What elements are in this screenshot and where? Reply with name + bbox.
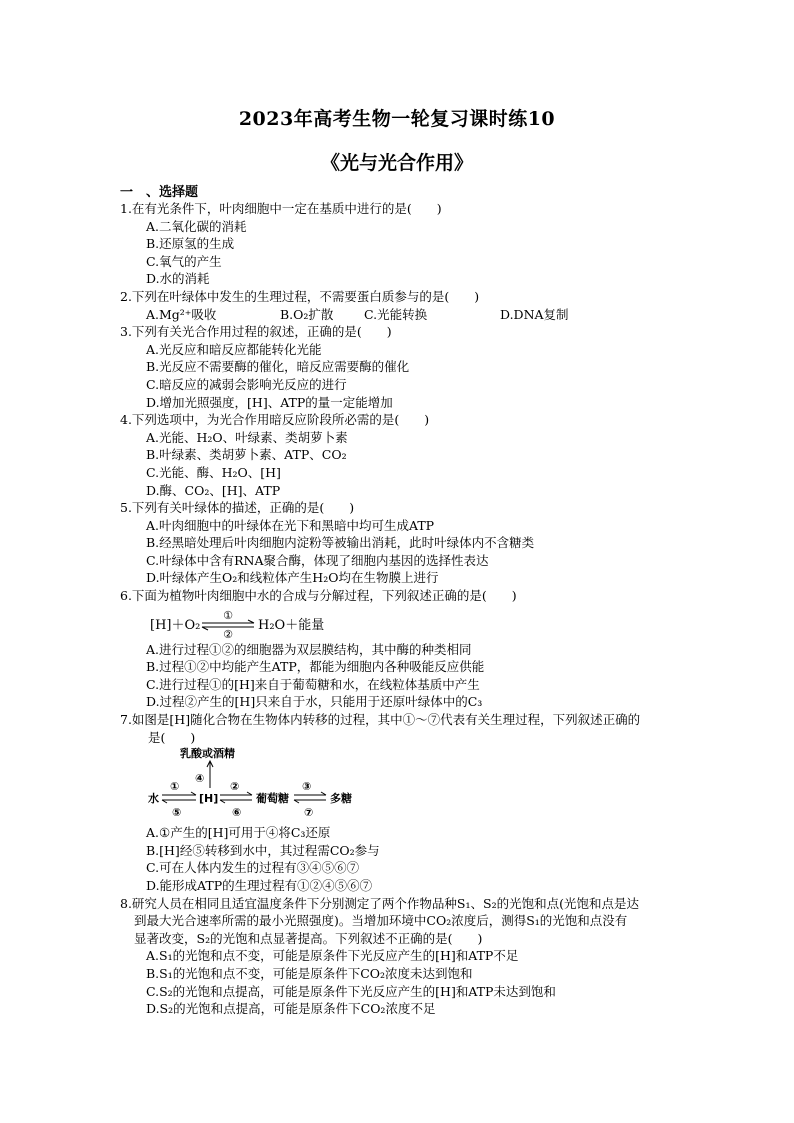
water-label: 水 xyxy=(148,792,159,806)
step-2-label: ② xyxy=(230,780,240,794)
step-5-label: ⑤ xyxy=(172,806,182,820)
step-1-label: ① xyxy=(170,780,180,794)
option-c: C.氧气的产生 xyxy=(146,253,222,269)
option-a: A.S₁的光饱和点不变，可能是原条件下光反应产生的[H]和ATP不足 xyxy=(146,948,519,964)
equation-step-1: ① xyxy=(223,608,233,622)
option-row xyxy=(120,306,720,324)
option-c: C.进行过程①的[H]来自于葡萄糖和水，在线粒体基质中产生 xyxy=(146,676,480,692)
option-d: D.水的消耗 xyxy=(146,271,210,287)
option-b: B.叶绿素、类胡萝卜素、ATP、CO₂ xyxy=(146,447,347,463)
option-d: D.过程②产生的[H]只来自于水，只能用于还原叶绿体中的C₃ xyxy=(146,694,483,710)
option-b: B.经黑暗处理后叶肉细胞内淀粉等被输出消耗，此时叶绿体内不含糖类 xyxy=(146,535,535,551)
step-6-label: ⑥ xyxy=(232,806,242,820)
step-4-label: ④ xyxy=(195,772,205,786)
document-title: 2023年高考生物一轮复习课时练10 xyxy=(238,108,556,130)
option-b: B.O₂扩散 xyxy=(280,306,334,322)
equation-right: H₂O＋能量 xyxy=(258,617,325,633)
option-a: A.Mg²⁺吸收 xyxy=(146,306,217,322)
option-a: A.光反应和暗反应都能转化光能 xyxy=(146,341,322,357)
equation-step-2: ② xyxy=(223,627,233,639)
option-d: D.增加光照强度，[H]、ATP的量一定能增加 xyxy=(146,394,393,410)
question-stem-cont: 是( ) xyxy=(148,729,196,745)
glucose-label: 葡萄糖 xyxy=(256,792,289,806)
option-a: A.进行过程①②的细胞器为双层膜结构，其中酶的种类相同 xyxy=(146,641,472,657)
section-heading: 一 、选择题 xyxy=(120,185,199,200)
option-a: A.叶肉细胞中的叶绿体在光下和黑暗中均可生成ATP xyxy=(146,517,435,533)
question-stem: 7.如图是[H]随化合物在生物体内转移的过程，其中①～⑦代表有关生理过程，下列叙述正确的 xyxy=(120,712,641,728)
question-stem: 6.下面为植物叶肉细胞中水的合成与分解过程，下列叙述正确的是( ) xyxy=(120,588,517,604)
question-stem: 4.下列选项中，为光合作用暗反应阶段所必需的是( ) xyxy=(120,412,430,428)
option-d: D.叶绿体产生O₂和线粒体产生H₂O均在生物膜上进行 xyxy=(146,570,439,586)
option-c: C.光能、酶、H₂O、[H] xyxy=(146,464,281,480)
option-c: C.暗反应的减弱会影响光反应的进行 xyxy=(146,376,347,392)
document-subtitle: 《光与光合作用》 xyxy=(320,152,473,174)
option-a: A.①产生的[H]可用于④将C₃还原 xyxy=(146,825,331,841)
option-a: A.二氧化碳的消耗 xyxy=(146,218,247,234)
option-b: B.过程①②中均能产生ATP，都能为细胞内各种吸能反应供能 xyxy=(146,659,485,675)
option-b: B.S₁的光饱和点不变，可能是原条件下CO₂浓度未达到饱和 xyxy=(146,965,473,981)
option-a: A.光能、H₂O、叶绿素、类胡萝卜素 xyxy=(146,429,348,445)
option-b: B.还原氢的生成 xyxy=(146,236,235,252)
reversible-arrow-icon xyxy=(198,609,258,639)
option-b: B.光反应不需要酶的催化，暗反应需要酶的催化 xyxy=(146,359,410,375)
option-d: D.DNA复制 xyxy=(500,306,569,322)
option-c: C.S₂的光饱和点提高，可能是原条件下光反应产生的[H]和ATP未达到饱和 xyxy=(146,983,556,999)
h-transfer-diagram xyxy=(120,746,720,824)
question-list xyxy=(120,200,720,1018)
option-d: D.能形成ATP的生理过程有①②④⑤⑥⑦ xyxy=(146,878,373,893)
h-label: [H] xyxy=(199,792,219,806)
question-stem: 5.下列有关叶绿体的描述，正确的是( ) xyxy=(120,500,355,516)
step-3-label: ③ xyxy=(302,780,312,794)
lactic-or-ethanol-label: 乳酸或酒精 xyxy=(180,747,235,761)
option-c: C.可在人体内发生的过程有③④⑤⑥⑦ xyxy=(146,860,360,876)
option-b: B.[H]经⑤转移到水中，其过程需CO₂参与 xyxy=(146,842,380,858)
option-d: D.酶、CO₂、[H]、ATP xyxy=(146,482,281,498)
question-stem: 1.在有光条件下，叶肉细胞中一定在基质中进行的是( ) xyxy=(120,201,442,216)
question-stem: 2.下列在叶绿体中发生的生理过程，不需要蛋白质参与的是( ) xyxy=(120,288,480,304)
polysaccharide-label: 多糖 xyxy=(330,792,352,806)
step-7-label: ⑦ xyxy=(304,806,314,820)
question-stem-cont: 显著改变，S₂的光饱和点显著提高。下列叙述不正确的是( ) xyxy=(134,930,483,946)
question-stem: 3.下列有关光合作用过程的叙述，正确的是( ) xyxy=(120,324,392,340)
reaction-equation xyxy=(120,605,720,641)
equation-left: [H]＋O₂ xyxy=(150,617,201,633)
option-c: C.叶绿体中含有RNA聚合酶，体现了细胞内基因的选择性表达 xyxy=(146,552,489,568)
option-c: C.光能转换 xyxy=(364,306,428,322)
question-stem: 8.研究人员在相同且适宜温度条件下分别测定了两个作物品种S₁、S₂的光饱和点(光饱和点是达 xyxy=(120,895,639,911)
question-stem-cont: 到最大光合速率所需的最小光照强度)。当增加环境中CO₂浓度后，测得S₁的光饱和点没有 xyxy=(134,913,628,929)
option-d: D.S₂的光饱和点提高，可能是原条件下CO₂浓度不足 xyxy=(146,1001,436,1017)
